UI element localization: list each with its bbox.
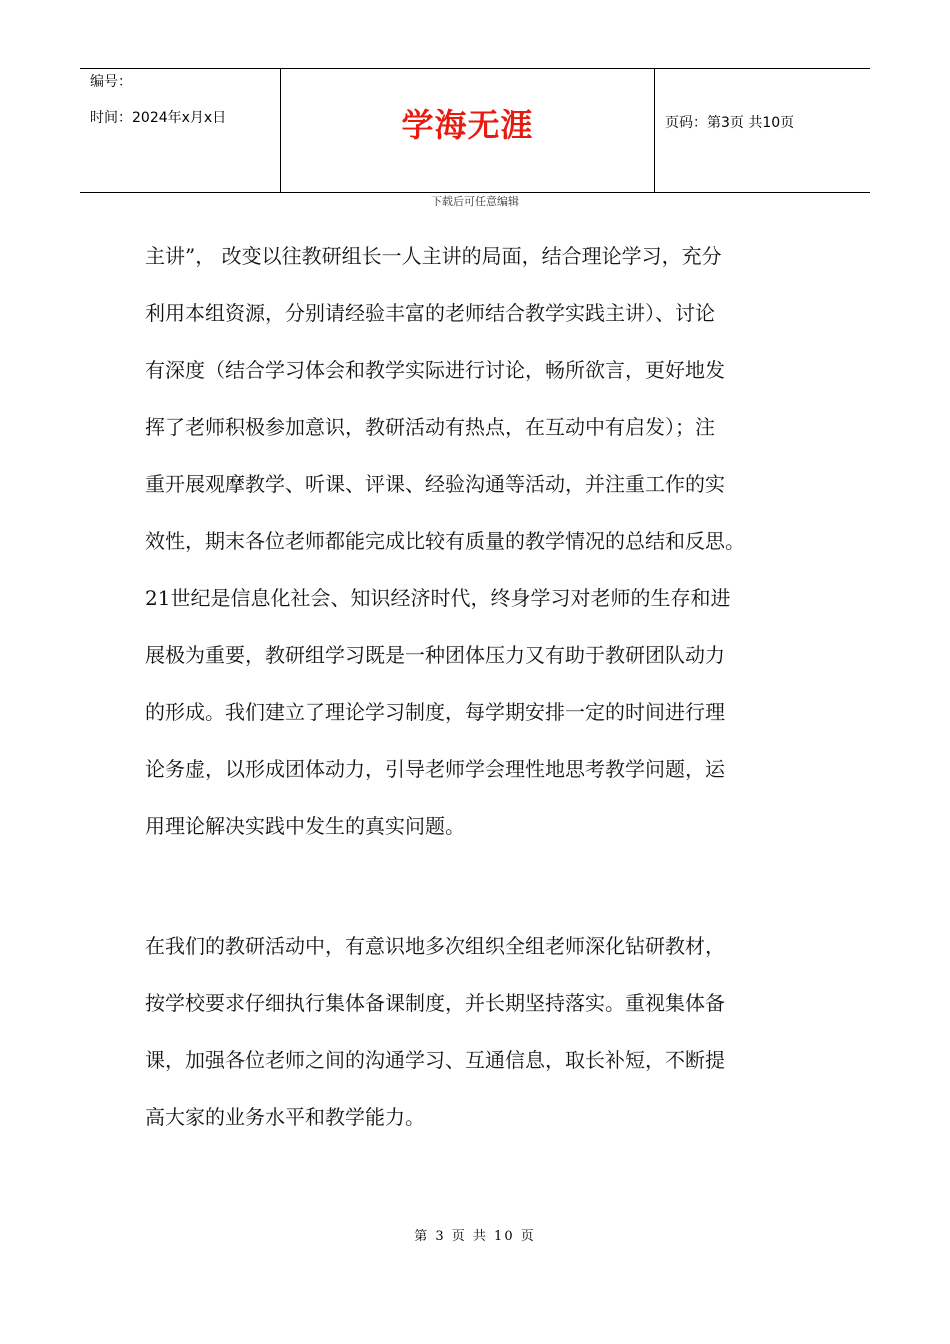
paragraph-2 [145,918,815,1146]
text-line: 按学校要求仔细执行集体备课制度，并长期坚持落实。重视集体备 [145,991,725,1015]
text-line: 课，加强各位老师之间的沟通学习、互通信息，取长补短，不断提 [145,1048,725,1072]
brand-title: 学海无涯 [401,106,534,144]
paragraph-1 [145,228,815,855]
time-label: 时间：2024年x月x日 [90,110,227,126]
text-line: 的形成。我们建立了理论学习制度，每学期安排一定的时间进行理 [145,700,725,724]
text-line: 重开展观摩教学、听课、评课、经验沟通等活动，并注重工作的实 [145,472,725,496]
page-footer: 第 3 页 共 10 页 [414,1229,536,1244]
serial-number-label: 编号： [90,74,132,90]
text-line: 利用本组资源，分别请经验丰富的老师结合教学实践主讲）、讨论 [145,301,715,325]
header-right-cell [655,69,870,192]
text-line: 论务虚，以形成团体动力，引导老师学会理性地思考教学问题，运 [145,757,725,781]
header-middle-cell [281,69,655,192]
text-line: 在我们的教研活动中，有意识地多次组织全组老师深化钻研教材， [145,934,725,958]
text-line: 用理论解决实践中发生的真实问题。 [145,814,465,838]
edit-note: 下载后可任意编辑 [431,195,519,208]
text-line: 有深度（结合学习体会和教学实际进行讨论，畅所欲言，更好地发 [145,358,725,382]
text-line: 效性，期末各位老师都能完成比较有质量的教学情况的总结和反思。 [145,529,745,553]
header-left-cell [80,69,281,192]
text-line: 主讲”， 改变以往教研组长一人主讲的局面，结合理论学习，充分 [145,244,722,268]
text-line: 展极为重要，教研组学习既是一种团体压力又有助于教研团队动力 [145,643,725,667]
page-code-label: 页码：第3页 共10页 [665,115,795,131]
text-line: 21世纪是信息化社会、知识经济时代，终身学习对老师的生存和进 [145,586,731,610]
text-line: 高大家的业务水平和教学能力。 [145,1105,425,1129]
text-line: 挥了老师积极参加意识，教研活动有热点，在互动中有启发）；注 [145,415,715,439]
header-table [80,68,870,193]
